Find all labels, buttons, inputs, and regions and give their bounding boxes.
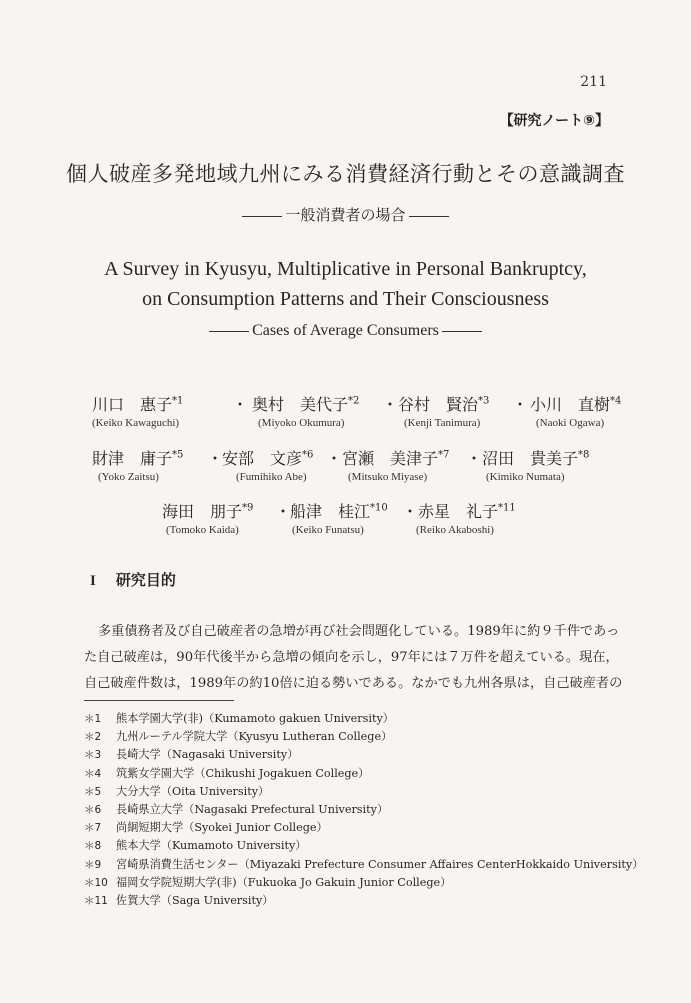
footnote-text: 長崎県立大学（Nagasaki Prefectural University） (116, 802, 389, 816)
footnote (84, 728, 643, 746)
author-roman-name: (Kenji Tanimura) (404, 417, 481, 429)
footnote (84, 710, 643, 728)
footnote-text: 九州ルーテル学院大学（Kyusyu Lutheran College） (116, 730, 393, 744)
body-text-line: た自己破産は，90年代後半から急増の傾向を示し，97年には７万件を超えている。現在， (84, 650, 619, 665)
footnote-list (84, 710, 643, 910)
footnote-text: 尚絅短期大学（Syokei Junior College） (116, 821, 328, 835)
footnote-mark: ＊4 (84, 767, 102, 780)
footnote-mark: ＊9 (84, 858, 102, 871)
footnote-mark: ＊6 (84, 803, 102, 816)
section-title: 研究目的 (115, 571, 176, 589)
footnote-mark: ＊5 (84, 785, 102, 798)
dash-right (442, 331, 482, 332)
author-roman-name: (Keiko Kawaguchi) (92, 417, 180, 429)
footnote-mark: ＊8 (84, 840, 102, 853)
author-roman-name: (Keiko Funatsu) (292, 524, 364, 536)
author-name: 船津 桂江$^{*10}$ (290, 502, 388, 521)
author-name: 財津 庸子$^{*5}$ (92, 449, 184, 468)
english-subtitle-block (0, 322, 691, 340)
author-name: 宮瀬 美津子$^{*7}$ (342, 449, 450, 468)
author-separator: ・ (402, 502, 419, 521)
footnote-mark: ＊11 (84, 894, 108, 907)
author-separator: ・ (466, 449, 483, 468)
dash-left (209, 331, 249, 332)
footnote-text: 筑紫女学園大学（Chikushi Jogakuen College） (116, 766, 370, 780)
dash-right (409, 216, 449, 217)
author-name: 川口 惠子$^{*1}$ (92, 395, 184, 414)
footnote-text: 福岡女学院短期大学(非)（Fukuoka Jo Gakuin Junior College） (116, 875, 452, 889)
author-roman-name: (Tomoko Kaida) (166, 524, 239, 536)
author-roman-name: (Mitsuko Miyase) (348, 471, 428, 483)
author-roman-name: (Yoko Zaitsu) (98, 471, 159, 483)
section-tag: 【研究ノート⑨】 (499, 113, 609, 129)
footnote-text: 大分大学（Oita University） (116, 784, 270, 798)
footnote (84, 837, 643, 855)
author-separator: ・ (275, 502, 292, 521)
footnote (84, 746, 643, 764)
author-separator: ・ (326, 449, 343, 468)
footnote (84, 874, 643, 892)
body-text-line: 多重債務者及び自己破産者の急増が再び社会問題化している。1989年に約９千件であっ (98, 624, 620, 639)
footnote (84, 801, 643, 819)
japanese-subtitle: 一般消費者の場合 (285, 206, 406, 224)
author-separator: ・ (232, 395, 249, 414)
author-name: 沼田 貴美子$^{*8}$ (482, 449, 590, 468)
author-name: 小川 直樹$^{*4}$ (530, 395, 622, 414)
footnote (84, 819, 643, 837)
footnote-mark: ＊1 (84, 713, 102, 725)
footnote-text: 長崎大学（Nagasaki University） (116, 748, 299, 762)
footnote-text: 熊本学園大学(非)（Kumamoto gakuen University） (116, 712, 394, 725)
dash-left (242, 216, 282, 217)
footnote (84, 783, 643, 801)
english-title-line-2: on Consumption Patterns and Their Consciousness (142, 288, 549, 310)
author-separator: ・ (207, 449, 224, 468)
footnote (84, 765, 643, 783)
author-name: 安部 文彦$^{*6}$ (222, 449, 314, 468)
footnote-text: 佐賀大学（Saga University） (116, 893, 274, 907)
footnote-rule (84, 700, 234, 701)
footnote (84, 892, 643, 910)
footnote-mark: ＊7 (84, 822, 102, 835)
footnote-text: 熊本大学（Kumamoto University） (116, 839, 307, 853)
english-title-line-1: A Survey in Kyusyu, Multiplicative in Personal Bankruptcy, (104, 258, 587, 280)
author-roman-name: (Miyoko Okumura) (258, 417, 345, 429)
page-number: 211 (580, 74, 607, 90)
author-roman-name: (Fumihiko Abe) (236, 471, 307, 483)
author-roman-name: (Kimiko Numata) (486, 471, 565, 483)
section-number: I (90, 573, 96, 589)
japanese-subtitle-block (0, 204, 691, 225)
author-roman-name: (Naoki Ogawa) (536, 417, 605, 429)
footnote (84, 856, 643, 874)
author-separator: ・ (382, 395, 399, 414)
author-name: 赤星 礼子$^{*11}$ (418, 502, 516, 521)
body-text-line: 自己破産件数は，1989年の約10倍に迫る勢いである。なかでも九州各県は，自己破産者の (84, 676, 623, 691)
author-name: 奥村 美代子$^{*2}$ (252, 395, 360, 414)
footnote-mark: ＊3 (84, 749, 102, 762)
author-roman-name: (Reiko Akaboshi) (416, 524, 494, 536)
footnote-mark: ＊2 (84, 731, 102, 744)
footnote-mark: ＊10 (84, 876, 108, 889)
author-separator: ・ (512, 395, 529, 414)
author-name: 海田 朋子$^{*9}$ (162, 502, 254, 521)
japanese-title: 個人破産多発地域九州にみる消費経済行動とその意識調査 (66, 162, 625, 186)
author-name: 谷村 賢治$^{*3}$ (398, 395, 490, 414)
section-heading (90, 569, 176, 590)
footnote-text: 宮崎県消費生活センター（Miyazaki Prefecture Consumer Affaires CenterHokkaido University） (116, 857, 644, 871)
english-subtitle: Cases of Average Consumers (252, 322, 439, 339)
